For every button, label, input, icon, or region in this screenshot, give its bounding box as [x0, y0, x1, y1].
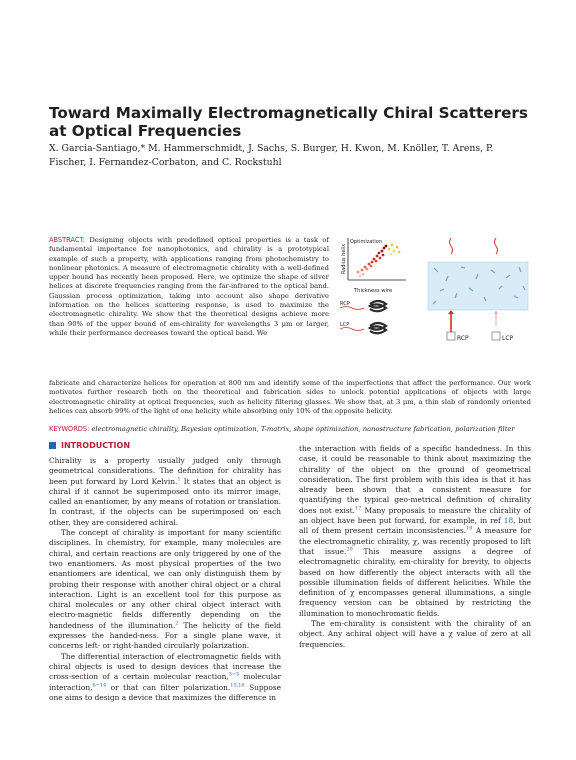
- paragraph: The em-chirality is consistent with the chirality of an object. Any achiral object will have a χ value of zero at all frequencies.: [299, 619, 531, 649]
- paragraph: [49, 528, 281, 652]
- text-run: or that can filter polarization.: [106, 682, 231, 692]
- x-axis-label: Thickness wire: [354, 288, 393, 294]
- text-run: Suppose one aims to design a device that maximizes the difference in: [49, 682, 281, 702]
- left-column: [49, 456, 281, 703]
- text-run: Chirality is a property usually judged only through geometrical considerations. The definition for chirality has been put forward by Lord Kelvin.: [49, 456, 281, 486]
- citation-link[interactable]: 19: [466, 525, 473, 532]
- section-heading-text: INTRODUCTION: [61, 441, 131, 450]
- citation-link[interactable]: 15,16: [230, 682, 245, 689]
- toc-graphic: [336, 234, 531, 360]
- citation-link[interactable]: 1: [177, 476, 181, 483]
- rcp-label-bottom: RCP: [457, 335, 469, 342]
- abstract-body-part2: fabricate and characterize helices for operation at 800 nm and identify some of the imperfections that affect the performance. Our work motivates further research both on the theoretical and fabrication sides to unlock potential applications of objects with large electromagnetic chirality at optical frequencies, such as helicity filtering glasses. We show that, at 3 μm, a thin slab of randomly oriented helices can absorb 99% of the light of one helicity while absorbing only 10% of the opposite helicity.: [49, 379, 531, 415]
- text-run: , but all of them present certain inconsistencies.: [299, 516, 531, 536]
- lcp-label-top: LCP: [340, 322, 350, 328]
- author-list: X. Garcia-Santiago,* M. Hammerschmidt, J. Sachs, S. Burger, H. Kwon, M. Knöller, T. Arens, P. Fischer, I. Fernandez-Corbaton, and C. Rockstuhl: [49, 143, 494, 168]
- optimization-label: Optimization: [350, 239, 382, 245]
- right-column: [299, 444, 531, 650]
- lcp-label-bottom: LCP: [502, 335, 514, 342]
- text-run: A measure for the electromagnetic chirality, χ, was recently proposed to lift that issue.: [299, 526, 531, 556]
- text-run: The helicity of the field expresses the handed-ness. For a single plane wave, it concerns left- or right-handed circularly polarization.: [49, 620, 281, 651]
- text-run: The concept of chirality is important for many scientific disciplines. In chemistry, for example, many molecules are chiral, and certain reactions are only triggered by one of the two enantiomers. As most physical properties of the two enantiomers are identical, we can only distinguish them by probing their response with another chiral object or a chiral interaction. Light is an excellent tool for this purpose as chiral molecules or any other chiral object interact with electro-magnetic fields differently depending on the handedness of the illumination.: [49, 528, 281, 630]
- text-run: It states that an object is chiral if it cannot be superimposed onto its mirror image, called an enantiomer, by any means of rotation or translation. In contrast, if the objects can be superimposed on each other, they are considered achiral.: [49, 476, 282, 527]
- citation-link[interactable]: 2: [175, 620, 179, 627]
- text-run: the interaction with fields of a specific handedness. In this case, it could be reasonable to think about maximizing the chirality of the object on the ground of geometrical consideration. The first problem with this idea is that it has already been shown that a consistent measure for quantifying the typical geo-metrical definition of chirality does not exist.: [299, 444, 531, 515]
- abstract-label: ABSTRACT:: [49, 236, 85, 244]
- optimization-plot: [341, 238, 406, 294]
- section-square-icon: [49, 442, 56, 449]
- helix-slab-illustration: [428, 238, 528, 342]
- keywords: [49, 425, 531, 434]
- abstract-text-first: [49, 236, 329, 338]
- citation-link[interactable]: 17: [354, 505, 362, 512]
- section-heading: [49, 441, 130, 450]
- keywords-label: KEYWORDS:: [49, 425, 90, 433]
- article-title: Toward Maximally Electromagnetically Chiral Scatterers at Optical Frequencies: [49, 104, 528, 140]
- text-run: Many proposals to measure the chirality of an object have been put forward, for example, in ref: [299, 505, 531, 526]
- citation-link[interactable]: 6−14: [92, 682, 107, 689]
- keywords-text: electromagnetic chirality, Bayesian optimization, T-matrix, shape optimization, nanostructure fabrication, polarization filter: [89, 425, 515, 433]
- paragraph: [49, 456, 281, 528]
- scatter-points: [357, 244, 401, 278]
- reference-link[interactable]: 18: [503, 516, 514, 526]
- y-axis-label: Radius helix: [341, 243, 347, 275]
- paragraph: [49, 652, 281, 703]
- rcp-label-top: RCP: [340, 301, 350, 307]
- abstract-body-part1: Designing objects with predefined optical properties is a task of fundamental importance for nanophotonics, and chirality is a prototypical example of such a property, with applications ranging from photochemistry to nonlinear photonics. A measure of electromagnetic chirality with a well-defined upper bound has recently been proposed. Here, we optimize the shape of silver helices at discrete frequencies ranging from the far-infrared to the optical band. Gaussian process optimization, taking into account also shape derivative information on the helices scattering response, is used to maximize the electromagnetic chirality. We show that the theoretical designs achieve more than 90% of the upper bound of em-chirality for wavelengths 3 μm or larger, while their performance decreases toward the optical band. We: [49, 236, 329, 337]
- citation-link[interactable]: 20: [346, 546, 353, 553]
- citation-link[interactable]: 3−5: [228, 671, 240, 678]
- text-run: molecular interaction,: [49, 672, 281, 692]
- text-run: The differential interaction of electromagnetic fields with chiral objects is used to design devices that increase the cross-section of a certain molecular reaction,: [49, 651, 281, 682]
- paragraph: [299, 444, 531, 619]
- text-run: This measure assigns a degree of electromagnetic chirality, em-chirality for brevity, to objects based on how differently the object interacts with all the possible illumination fields of different helicities. While the definition of χ encompasses general illuminations, a single frequency version can be obtained by restricting the illumination to monochromatic fields.: [299, 546, 531, 618]
- helix-illustration: [340, 301, 386, 333]
